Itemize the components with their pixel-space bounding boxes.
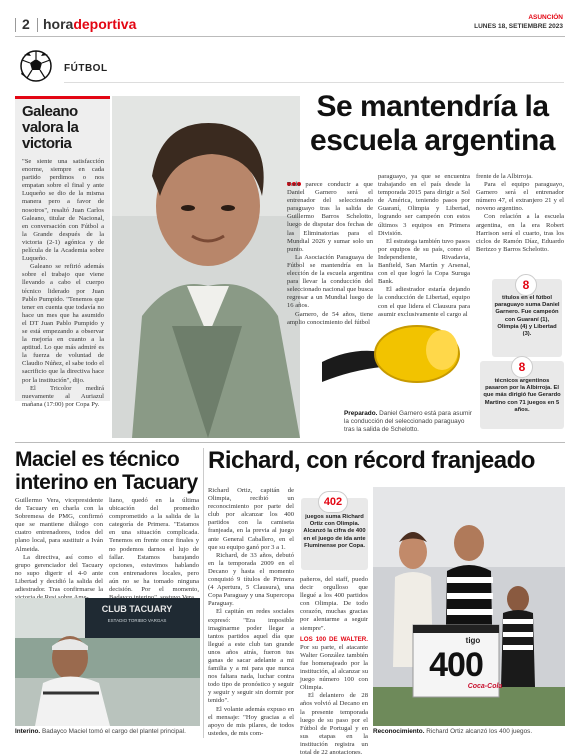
tacuary-sign-sub: ESTADIO TORIBIO VARGAS [107,618,167,623]
richard-paragraph: Richard Ortiz, capitán de Olimpia, recibió un reconocimiento por parte del club por alcanzar los 400 partidos con la camiseta franjeada, en la previa al juego ante General Caballero, en el que su equipo ganó por 3 a 1. [208,487,294,551]
garnero-photo [112,96,300,438]
caption-text: Daniel Garnero está para asumir la conducción del seleccionado paraguayo tras la salida de Schelotto. [344,410,472,433]
stat-text-games: juegos suma Richard Ortiz con Olimpia. Alcanzó la cifra de 400 en el juego de ida ante Fluminense por Copa. [303,514,366,549]
section-rule [64,82,564,83]
jersey-number: 400 [429,646,483,684]
richard-paragraph: El capitán en redes sociales expresó: "Era imposible imaginarme poder llegar a tantos partidos aquel día que llegué a este club tan grande unos años atrás, fueron tus ganas de sacar adelante a mi familia y a mi para que nunca nos faltara nada, luchar contra todo tipo de pronóstico y seguir y seguir y seguir sin dormir por tenido". [208,608,294,705]
maciel-photo-caption [15,728,200,736]
caption-lead: Interino. [15,728,41,735]
tacuary-sign: CLUB TACUARY [101,604,173,614]
header-divider [37,18,38,32]
richard-col-1 [208,487,294,738]
richard-col-2 [300,576,368,756]
top-paragraph: Con relación a la escuela argentina, en la era Robert Harrison será el cuarto, tras los ciclos de Ramón Díaz, Eduardo Berizzo y Barros Schelotto. [476,213,564,253]
richard-subhead-text: Por su parte, el atacante Walter González también fue homenajeado por la institución, al alcanzar su juego número 100 con Olimpia. [300,643,368,692]
stat-text-coaches: técnicos argentinos pasaron por la Albirroja. El que más dirigió fue Gerardo Martino con 71 juegos en 5 años. [483,378,561,413]
brand-hora: hora [43,16,74,32]
mid-rule [15,442,565,443]
top-col-1 [287,181,373,327]
caption-lead: Reconocimiento. [373,728,425,735]
richard-paragraph: El volante además expuso en el mensaje: "Hoy gracias a el apoyo de mis pilares, de todos ustedes, de mis com- [208,705,294,737]
top-col-2 [378,173,470,319]
maciel-col-1 [15,497,103,602]
top-paragraph: Garnero, de 54 años, tiene amplio conocimiento del fútbol [287,310,373,326]
header-city: ASUNCIÓN [528,14,563,21]
caption-lead: Preparado. [344,410,378,417]
richard-paragraph: pañeros, del staff, puedo decir orgulloso que llegué a los 400 partidos con Olimpia. De todo corazón, muchas gracias por alentarme a seguir siempre". [300,576,368,632]
top-paragraph: Todo parece conducir a que Daniel Garnero será el entrenador del seleccionado paraguayo tras la salida de Guillermo Barros Schelotto, luego de disputar dos fechas de las Eliminatorias para el Mundial 2026 y sumar solo un punto. [287,181,373,253]
richard-headline: Richard, con récord franjeado [208,447,535,474]
maciel-paragraph: liano, quedó en la última ubicación del promedio comprometido a la salida de la categoría de Primera. "Estamos en una situación complicada. Tenemos en frente once finales y no podemos darnos el lujo de fallar. Estamos barajando opciones, estuvimos hablando con entrenadores locales, pero aún no se ha tomado ninguna decisión. Por el momento, [109,497,199,594]
soccer-ball-icon [20,50,52,82]
richard-paragraph: Richard, de 33 años, debutó en la temporada 2009 en el Decano y hasta el momento conquistó 9 títulos de Primera (4 Apertura, 5 Clausura), una Copa Paraguay y una Supercopa Paraguay. [208,551,294,608]
header-date: LUNES 18, SETIEMBRE 2023 [474,23,563,30]
caption-text: Badayco Maciel tomó el cargo del plantel principal. [40,728,186,735]
story-divider [203,448,204,738]
caption-text: Richard Ortiz alcanzó los 400 juegos. [424,728,533,735]
maciel-headline: Maciel es técnico interino en Tacuary [15,448,198,494]
sidebar-paragraph: "Se siente una satisfacción enorme, siempre en cada partido perdimos o nos empatan sobre el final y ante Luqueño se dio de la misma manera pero a favor de nosotros", resaltó Juan Carlos Galeano, titular de Nacional, en conversación con Fútbol a la Grande después de la victoria (2-1) agónica y de película de la Academia sobre Luqueño. [22,158,104,263]
top-paragraph: El estratega también tuvo pasos por equipos de su país, como el Independiente, Rivadavia, Banfield, San Martín y Arsenal, con el que logró la Copa Suruga Bank. [378,237,470,286]
stat-number-titles: 8 [515,274,537,296]
page-number: 2 [22,16,30,32]
top-paragraph: La Asociación Paraguaya de Fútbol se mantendría en la elección de la escuela argentina para llevar la conducción del seleccionado nacional que busca regresar a un Mundial luego de 16 años. [287,253,373,310]
maciel-col-2 [109,497,199,602]
richard-paragraph [300,636,368,693]
section-label: FÚTBOL [64,63,108,74]
richard-subhead: LOS 100 DE WALTER. [300,635,368,643]
top-paragraph: frente de la Albirroja. [476,173,533,180]
stat-number-coaches: 8 [511,356,533,378]
sidebar-paragraph: El Tricolor medirá nuevamente al Auriazul mañana (17:00) por Copa Py. [22,384,104,408]
richard-photo [373,487,565,726]
top-paragraph: Para el equipo paraguayo, Garnero será el entrenador número 47, el extranjero 21 y el noveno argentino. [476,181,564,213]
sidebar-accent [15,96,110,99]
maciel-paragraph: La directiva, así como el grupo gerenciador del Tacuary no supo digerir el 4-0 ante Libertad y decidió la salida del adiestrador. Tras confirmarse la [15,553,103,594]
jersey-brand: tigo [465,636,481,645]
richard-photo-caption [373,728,565,736]
brand-deportiva: deportiva [73,16,137,32]
sidebar-body [22,158,104,409]
header-rule [15,36,565,37]
sidebar-paragraph: Galeano se refirió además sobre el trabajo que viene llevando a cabo el cuerpo técnico liderado por Juan Pablo Pumpido. "Tenemos que tener en cuenta que todavía no hace un mes que ha asumido el DT Juan Pablo Pumpido y se está empezando a observar la mejoría en cuanto a la aptitud. Lo que más admiré es la fuerza de voluntad de Claudio Núñez, el sabe todo el sacrificio que la directiva hace por la institución", dijo. [22,263,104,384]
top-paragraph: El adiestrador estaría dejando la conducción de Libertad, equipo con el que lidera el Clausura para asumir exclusivamente el cargo al [378,286,470,318]
top-paragraph: paraguayo, ya que se encuentra trabajando en el país desde la temporada 2015 para dirigir a Sol de América, teniendo pasos por Guaraní, Olimpia y Libertad, logrando ser campeón con estos últimos 3 equipos en Primera División. [378,173,470,237]
sponsor-logo: Coca-Cola [467,683,503,690]
sidebar-headline: Galeano valora la victoria [22,103,79,152]
stat-text-titles: títulos en el fútbol paraguayo suma Daniel Garnero. Fue campeón con Guaraní (1), Olimpia (4) y Libertad (3). [494,295,560,338]
top-photo-caption [344,410,474,434]
top-col-3 [476,173,564,254]
brand-logo [43,16,136,34]
stat-number-games: 402 [318,491,348,513]
top-headline: Se mantendría la escuela argentina [310,90,555,157]
microphone-icon [322,312,472,392]
richard-paragraph: El delantero de 28 años volvió al Decano en la presente temporada luego de su paso por el Fútbol de Portugal y en sus etapas en la institución registra un total de 22 anotaciones. [300,692,368,756]
header-left-bar [15,18,16,32]
maciel-paragraph: Guillermo Vera, vicepresidente de Tacuary en charla con la Sobremesa de PMG, confirmó que se mantiene diálogo con cuatro entrenadores, todos del plano local, para sustituir a Iván Almeida. [15,497,103,553]
